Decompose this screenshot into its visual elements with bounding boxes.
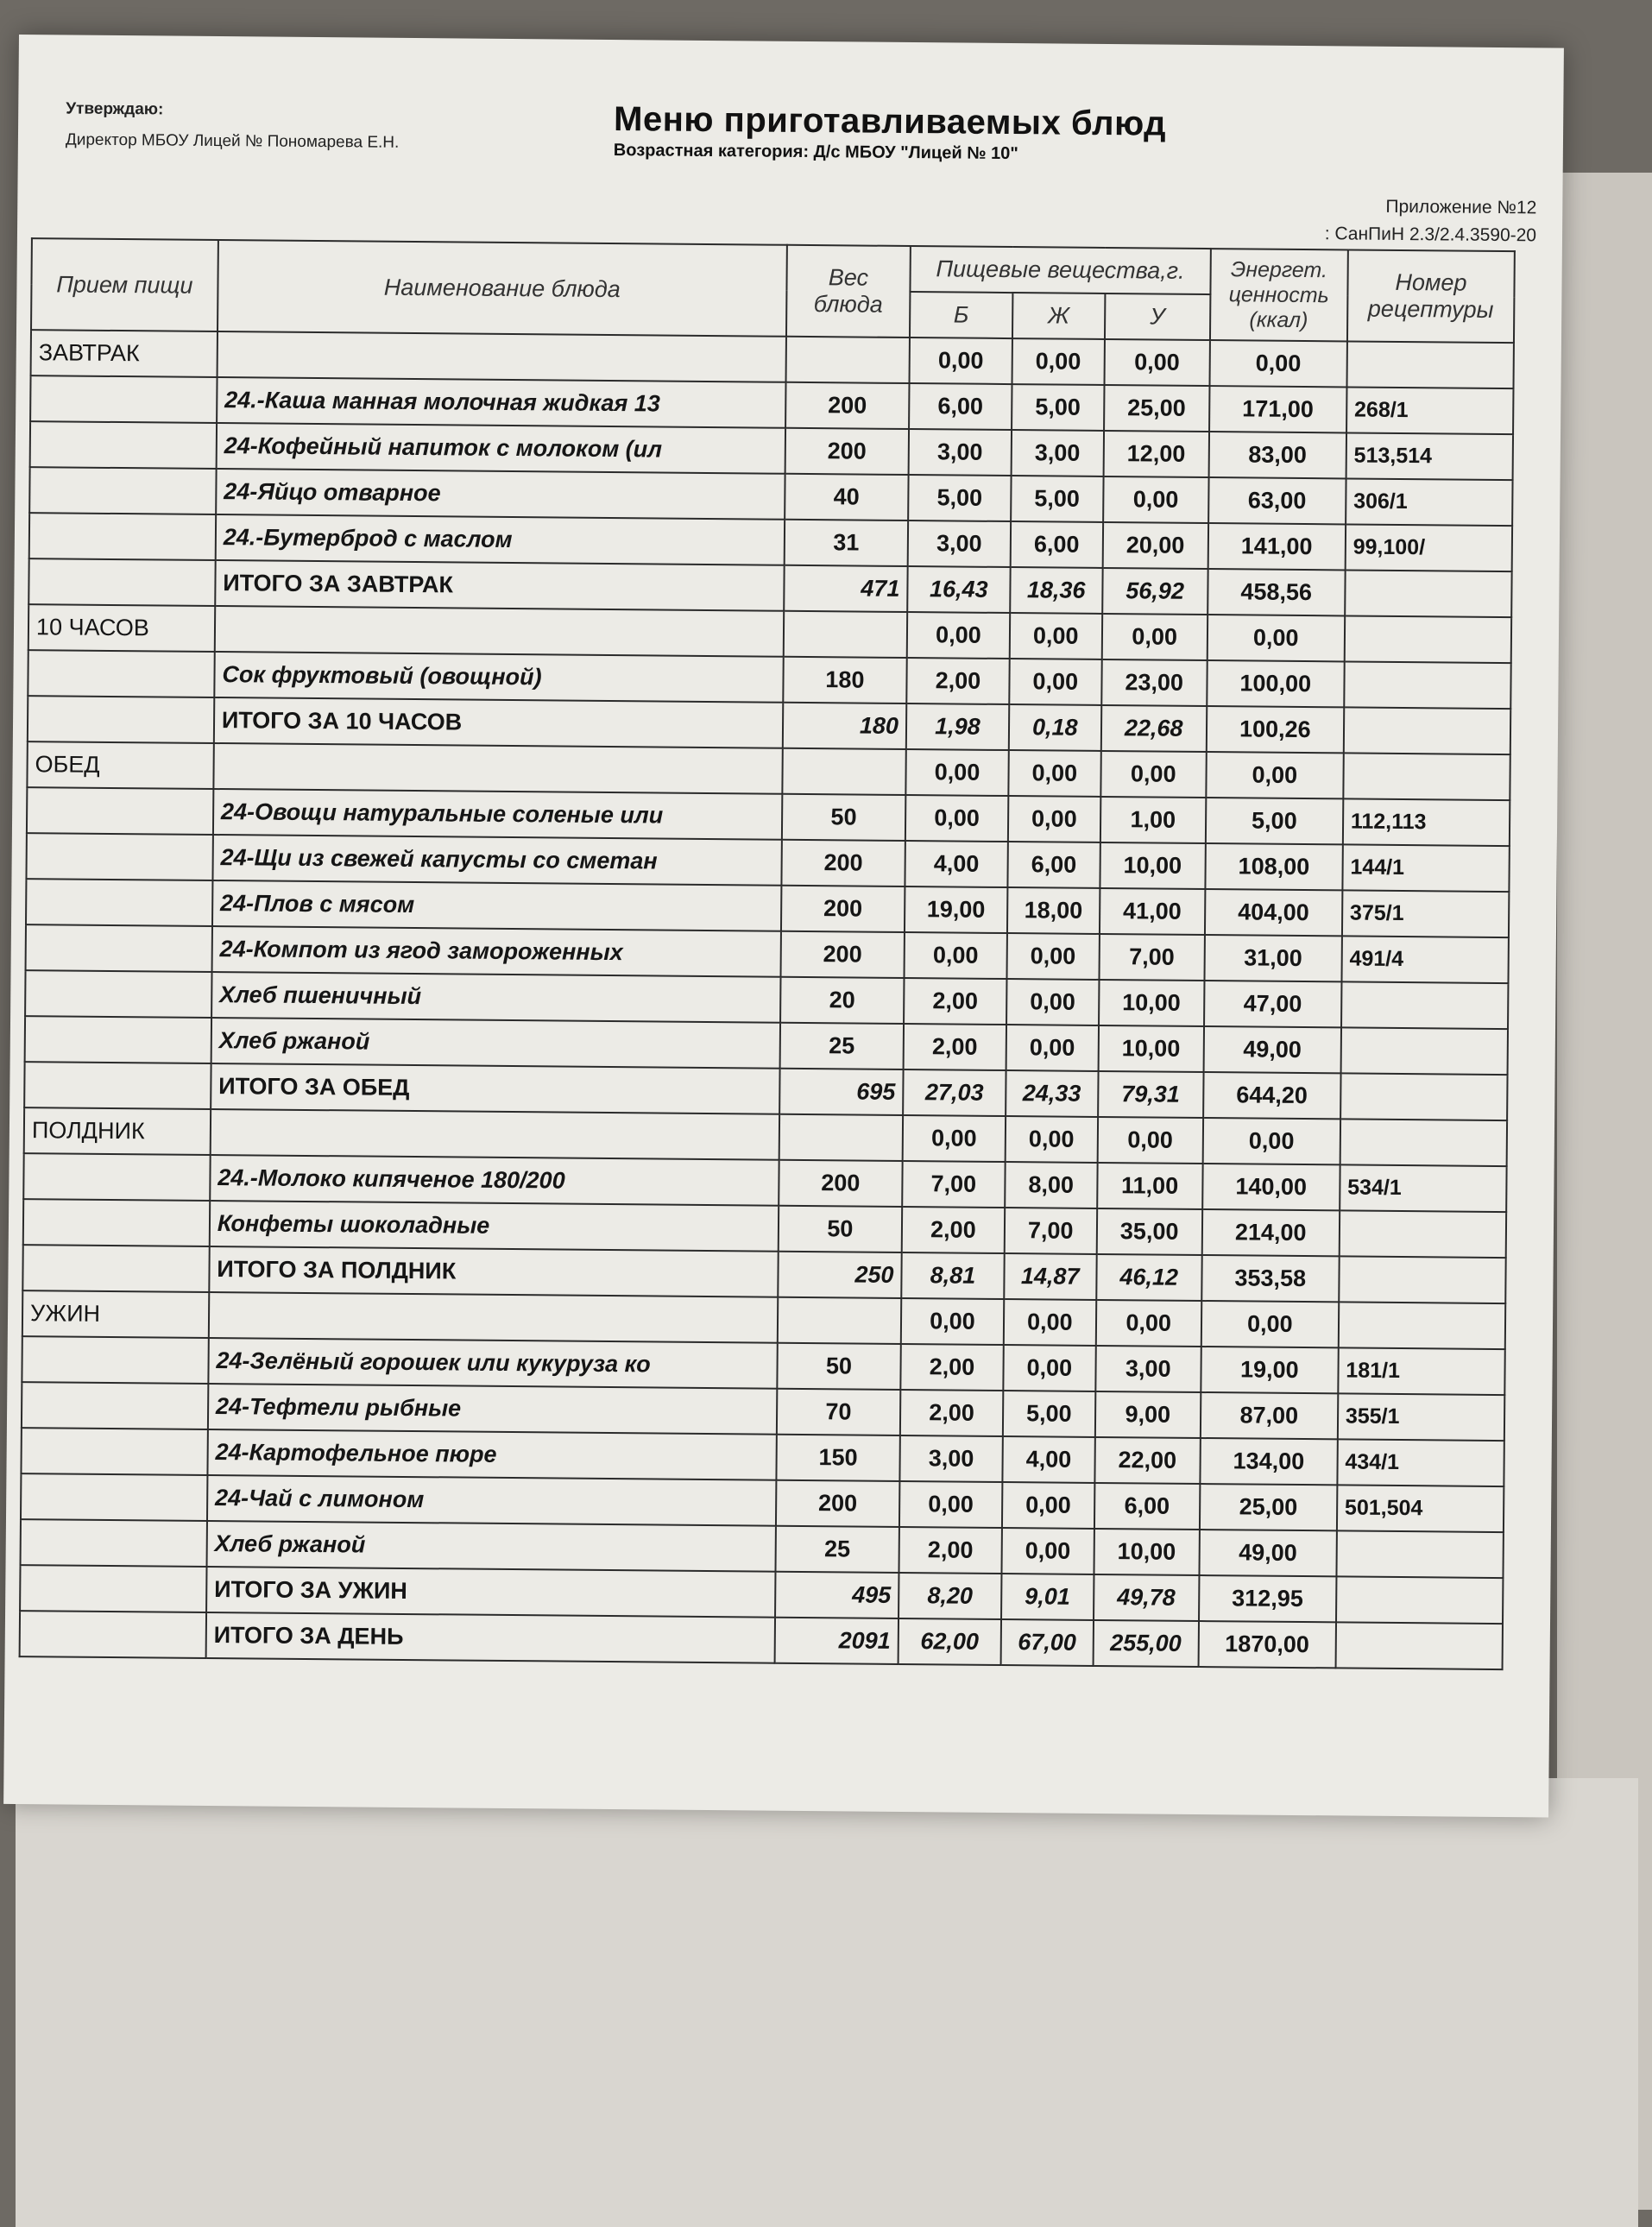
weight-cell: 70 bbox=[777, 1389, 901, 1435]
weight-cell: 31 bbox=[784, 520, 908, 566]
fat-cell: 0,00 bbox=[1012, 338, 1104, 385]
dish-name-cell: 24-Кофейный напиток с молоком (ил bbox=[216, 423, 785, 474]
meal-name-cell bbox=[24, 1062, 211, 1109]
meal-name-cell: ПОЛДНИК bbox=[24, 1107, 211, 1155]
protein-cell: 7,00 bbox=[902, 1161, 1005, 1208]
energy-cell: 87,00 bbox=[1201, 1392, 1339, 1439]
energy-cell: 0,00 bbox=[1206, 752, 1344, 798]
document-title: Меню приготавливаемых блюд bbox=[613, 100, 1167, 143]
energy-cell: 108,00 bbox=[1205, 843, 1343, 890]
recipe-cell bbox=[1345, 570, 1512, 617]
approval-block bbox=[66, 93, 400, 158]
protein-cell: 0,00 bbox=[905, 795, 1008, 842]
fat-cell: 14,87 bbox=[1004, 1253, 1096, 1300]
dish-name-cell: ИТОГО ЗА 10 ЧАСОВ bbox=[214, 697, 783, 748]
energy-cell: 214,00 bbox=[1201, 1209, 1340, 1256]
energy-cell: 5,00 bbox=[1206, 798, 1344, 844]
dish-name-cell bbox=[213, 743, 782, 794]
weight-cell bbox=[785, 337, 910, 383]
fat-cell: 0,00 bbox=[1006, 979, 1099, 1025]
energy-cell: 458,56 bbox=[1207, 569, 1346, 615]
dish-name-cell: 24-Чай с лимоном bbox=[207, 1475, 776, 1526]
weight-cell bbox=[784, 611, 908, 658]
carbs-cell: 0,00 bbox=[1101, 614, 1207, 660]
carbs-cell: 7,00 bbox=[1099, 934, 1205, 981]
carbs-cell: 11,00 bbox=[1097, 1163, 1203, 1209]
weight-cell: 180 bbox=[783, 703, 907, 749]
fat-cell: 8,00 bbox=[1005, 1162, 1097, 1208]
recipe-cell bbox=[1341, 981, 1509, 1029]
dish-name-cell: 24-Картофельное пюре bbox=[207, 1429, 776, 1480]
energy-cell: 49,00 bbox=[1203, 1026, 1341, 1073]
recipe-cell: 268/1 bbox=[1346, 387, 1514, 434]
dish-name-cell: Конфеты шоколадные bbox=[210, 1201, 779, 1252]
appendix-block bbox=[1325, 192, 1537, 249]
meal-name-cell bbox=[25, 1016, 211, 1063]
energy-cell: 140,00 bbox=[1202, 1164, 1340, 1210]
weight-cell: 200 bbox=[780, 931, 905, 978]
weight-cell: 20 bbox=[780, 977, 905, 1024]
energy-cell: 312,95 bbox=[1199, 1575, 1337, 1622]
dish-name-cell bbox=[211, 1109, 779, 1160]
recipe-cell bbox=[1336, 1530, 1504, 1578]
weight-cell: 50 bbox=[777, 1343, 901, 1390]
protein-cell: 6,00 bbox=[909, 383, 1012, 430]
meal-name-cell bbox=[29, 513, 216, 560]
fat-cell: 4,00 bbox=[1002, 1436, 1094, 1483]
dish-name-cell: 24-Плов с мясом bbox=[212, 880, 781, 931]
protein-cell: 0,00 bbox=[905, 749, 1008, 796]
weight-cell: 150 bbox=[776, 1435, 900, 1481]
energy-cell: 0,00 bbox=[1209, 340, 1347, 387]
energy-cell: 171,00 bbox=[1209, 386, 1347, 432]
weight-cell bbox=[782, 748, 906, 795]
protein-cell: 2,00 bbox=[904, 978, 1006, 1025]
meal-name-cell bbox=[23, 1153, 210, 1201]
protein-cell: 3,00 bbox=[909, 429, 1012, 476]
protein-cell: 2,00 bbox=[906, 658, 1009, 704]
menu-document bbox=[3, 35, 1564, 1818]
weight-cell bbox=[779, 1114, 903, 1161]
fat-cell: 0,00 bbox=[1008, 750, 1100, 797]
weight-cell: 2091 bbox=[774, 1618, 899, 1664]
protein-cell: 1,98 bbox=[906, 703, 1009, 750]
header-meal: Прием пищи bbox=[31, 238, 218, 331]
energy-cell: 63,00 bbox=[1208, 477, 1346, 524]
weight-cell: 25 bbox=[779, 1023, 904, 1069]
protein-cell: 2,00 bbox=[900, 1344, 1003, 1391]
meal-name-cell bbox=[23, 1199, 210, 1246]
carbs-cell: 0,00 bbox=[1104, 339, 1210, 386]
dish-name-cell: ИТОГО ЗА ЗАВТРАК bbox=[215, 560, 784, 611]
fat-cell: 0,18 bbox=[1009, 704, 1101, 751]
energy-cell: 353,58 bbox=[1201, 1255, 1340, 1302]
weight-cell: 25 bbox=[775, 1526, 899, 1573]
recipe-cell: 144/1 bbox=[1342, 844, 1510, 892]
director-line: Директор МБОУ Лицей № Пономарева Е.Н. bbox=[65, 130, 400, 152]
carbs-cell: 1,00 bbox=[1100, 797, 1207, 843]
meal-name-cell bbox=[21, 1519, 207, 1567]
recipe-cell bbox=[1345, 615, 1512, 663]
fat-cell: 0,00 bbox=[1002, 1482, 1094, 1529]
meal-name-cell bbox=[28, 558, 215, 606]
fat-cell: 0,00 bbox=[1010, 613, 1102, 659]
recipe-cell bbox=[1340, 1073, 1508, 1120]
fat-cell: 6,00 bbox=[1007, 842, 1100, 888]
energy-cell: 25,00 bbox=[1200, 1484, 1338, 1530]
carbs-cell: 10,00 bbox=[1100, 842, 1206, 889]
approve-label: Утверждаю: bbox=[66, 99, 164, 119]
dish-name-cell: 24-Овощи натуральные соленые или bbox=[213, 789, 782, 840]
fat-cell: 18,00 bbox=[1007, 887, 1100, 934]
fat-cell: 0,00 bbox=[1009, 659, 1101, 705]
protein-cell: 19,00 bbox=[905, 886, 1007, 933]
fat-cell: 5,00 bbox=[1011, 476, 1103, 522]
recipe-cell: 99,100/ bbox=[1345, 524, 1512, 571]
carbs-cell: 25,00 bbox=[1104, 385, 1210, 432]
protein-cell: 0,00 bbox=[899, 1481, 1002, 1528]
dish-name-cell: Хлеб пшеничный bbox=[211, 972, 780, 1023]
dish-name-cell: 24-Зелёный горошек или кукуруза ко bbox=[208, 1338, 777, 1389]
carbs-cell: 10,00 bbox=[1094, 1529, 1200, 1575]
dish-name-cell: ИТОГО ЗА ДЕНЬ bbox=[205, 1612, 774, 1663]
meal-name-cell bbox=[26, 879, 212, 926]
fat-cell: 3,00 bbox=[1011, 430, 1103, 476]
header-recipe-number: Номер рецептуры bbox=[1347, 249, 1515, 343]
fat-cell: 5,00 bbox=[1003, 1391, 1095, 1437]
protein-cell: 5,00 bbox=[908, 475, 1011, 521]
weight-cell: 200 bbox=[785, 382, 910, 429]
carbs-cell: 20,00 bbox=[1102, 522, 1208, 569]
sanpin-reference: : СанПиН 2.3/2.4.3590-20 bbox=[1324, 224, 1537, 246]
meal-name-cell: ОБЕД bbox=[27, 741, 213, 789]
energy-cell: 141,00 bbox=[1207, 523, 1346, 570]
fat-cell: 0,00 bbox=[1003, 1345, 1095, 1391]
meal-name-cell bbox=[29, 467, 216, 514]
fat-cell: 0,00 bbox=[1006, 933, 1099, 980]
meal-name-cell bbox=[20, 1565, 206, 1612]
weight-cell: 471 bbox=[784, 565, 908, 612]
carbs-cell: 22,68 bbox=[1100, 705, 1207, 752]
dish-name-cell bbox=[217, 331, 785, 382]
recipe-cell: 112,113 bbox=[1343, 798, 1510, 846]
fat-cell: 5,00 bbox=[1012, 384, 1104, 431]
protein-cell: 62,00 bbox=[899, 1618, 1001, 1665]
dish-name-cell: Хлеб ржаной bbox=[206, 1521, 775, 1572]
energy-cell: 49,00 bbox=[1199, 1530, 1337, 1576]
header-carbs: У bbox=[1105, 293, 1211, 340]
weight-cell: 180 bbox=[783, 657, 907, 703]
carbs-cell: 10,00 bbox=[1098, 1025, 1204, 1072]
fat-cell: 0,00 bbox=[1006, 1025, 1098, 1071]
protein-cell: 8,20 bbox=[899, 1573, 1001, 1619]
energy-cell: 0,00 bbox=[1202, 1118, 1340, 1164]
fat-cell: 18,36 bbox=[1010, 567, 1102, 614]
energy-cell: 100,26 bbox=[1207, 706, 1345, 753]
protein-cell: 16,43 bbox=[907, 566, 1010, 613]
protein-cell: 27,03 bbox=[903, 1069, 1006, 1116]
fat-cell: 24,33 bbox=[1006, 1070, 1098, 1117]
meal-name-cell bbox=[22, 1245, 209, 1292]
fat-cell: 9,01 bbox=[1001, 1574, 1094, 1620]
dish-name-cell: 24.-Каша манная молочная жидкая 13 bbox=[217, 377, 785, 428]
carbs-cell: 79,31 bbox=[1098, 1071, 1204, 1118]
dish-name-cell: Сок фруктовый (овощной) bbox=[214, 652, 783, 703]
menu-table-body bbox=[20, 330, 1514, 1669]
protein-cell: 8,81 bbox=[901, 1252, 1004, 1299]
meal-name-cell bbox=[30, 375, 217, 423]
weight-cell: 250 bbox=[778, 1252, 902, 1298]
header-dish-name: Наименование блюда bbox=[218, 240, 787, 337]
carbs-cell: 9,00 bbox=[1095, 1391, 1201, 1438]
meal-name-cell bbox=[28, 696, 214, 743]
appendix-number: Приложение №12 bbox=[1385, 196, 1537, 218]
paper-lower-area bbox=[16, 1778, 1638, 2227]
weight-cell: 200 bbox=[776, 1480, 900, 1527]
weight-cell: 200 bbox=[781, 840, 905, 886]
protein-cell: 0,00 bbox=[903, 1115, 1006, 1162]
meal-name-cell bbox=[21, 1473, 207, 1521]
title-block bbox=[614, 100, 1167, 166]
header-weight: Вес блюда bbox=[786, 245, 911, 338]
carbs-cell: 35,00 bbox=[1096, 1208, 1202, 1255]
header-fat: Ж bbox=[1012, 293, 1105, 339]
dish-name-cell bbox=[215, 606, 784, 657]
carbs-cell: 6,00 bbox=[1094, 1483, 1201, 1530]
protein-cell: 0,00 bbox=[909, 338, 1012, 384]
energy-cell: 47,00 bbox=[1204, 981, 1342, 1027]
meal-name-cell bbox=[27, 787, 213, 835]
carbs-cell: 12,00 bbox=[1103, 431, 1209, 477]
dish-name-cell: ИТОГО ЗА УЖИН bbox=[206, 1567, 775, 1618]
meal-name-cell bbox=[28, 650, 214, 697]
fat-cell: 6,00 bbox=[1011, 521, 1103, 568]
menu-table bbox=[19, 237, 1516, 1670]
dish-name-cell: ИТОГО ЗА ОБЕД bbox=[211, 1063, 779, 1114]
recipe-cell: 375/1 bbox=[1342, 890, 1510, 937]
weight-cell: 40 bbox=[785, 474, 909, 520]
header-nutrients: Пищевые вещества,г. bbox=[910, 246, 1210, 294]
fat-cell: 7,00 bbox=[1005, 1208, 1097, 1254]
meal-name-cell bbox=[21, 1428, 207, 1475]
age-category: Возрастная категория: Д/с МБОУ "Лицей № 10" bbox=[613, 141, 1018, 164]
meal-name-cell bbox=[22, 1382, 208, 1429]
carbs-cell: 23,00 bbox=[1101, 659, 1207, 706]
carbs-cell: 41,00 bbox=[1100, 888, 1206, 935]
weight-cell: 200 bbox=[785, 428, 909, 475]
recipe-cell: 181/1 bbox=[1338, 1347, 1505, 1395]
recipe-cell: 513,514 bbox=[1346, 432, 1513, 480]
recipe-cell bbox=[1344, 707, 1511, 754]
fat-cell: 0,00 bbox=[1001, 1528, 1094, 1574]
fat-cell: 0,00 bbox=[1008, 796, 1100, 842]
dish-name-cell: Хлеб ржаной bbox=[211, 1018, 779, 1069]
meal-name-cell: ЗАВТРАК bbox=[31, 330, 218, 377]
carbs-cell: 46,12 bbox=[1096, 1254, 1202, 1301]
energy-cell: 0,00 bbox=[1201, 1301, 1340, 1347]
weight-cell: 495 bbox=[775, 1572, 899, 1618]
dish-name-cell: 24-Тефтели рыбные bbox=[208, 1384, 777, 1435]
carbs-cell: 56,92 bbox=[1102, 568, 1208, 615]
dish-name-cell: 24.-Бутерброд с маслом bbox=[216, 514, 785, 565]
energy-cell: 404,00 bbox=[1205, 889, 1343, 936]
weight-cell: 50 bbox=[782, 794, 906, 841]
protein-cell: 3,00 bbox=[908, 520, 1011, 567]
energy-cell: 31,00 bbox=[1204, 935, 1342, 981]
carbs-cell: 0,00 bbox=[1097, 1117, 1203, 1164]
protein-cell: 2,00 bbox=[904, 1024, 1006, 1070]
recipe-cell: 434/1 bbox=[1337, 1439, 1504, 1486]
recipe-cell bbox=[1340, 1027, 1508, 1075]
weight-cell bbox=[778, 1297, 902, 1344]
meal-name-cell bbox=[25, 970, 211, 1018]
energy-cell: 134,00 bbox=[1200, 1438, 1338, 1485]
energy-cell: 1870,00 bbox=[1198, 1621, 1336, 1668]
recipe-cell bbox=[1340, 1210, 1507, 1258]
recipe-cell: 534/1 bbox=[1340, 1164, 1507, 1212]
recipe-cell bbox=[1340, 1119, 1507, 1166]
meal-name-cell: 10 ЧАСОВ bbox=[28, 604, 215, 652]
protein-cell: 2,00 bbox=[900, 1390, 1003, 1436]
recipe-cell bbox=[1344, 661, 1511, 709]
protein-cell: 2,00 bbox=[902, 1207, 1005, 1253]
carbs-cell: 0,00 bbox=[1103, 476, 1209, 523]
protein-cell: 0,00 bbox=[907, 612, 1010, 659]
energy-cell: 19,00 bbox=[1201, 1347, 1339, 1393]
meal-name-cell bbox=[22, 1336, 208, 1384]
carbs-cell: 22,00 bbox=[1094, 1437, 1201, 1484]
carbs-cell: 49,78 bbox=[1094, 1574, 1200, 1621]
dish-name-cell: ИТОГО ЗА ПОЛДНИК bbox=[209, 1246, 778, 1297]
weight-cell: 200 bbox=[779, 1160, 903, 1207]
meal-name-cell bbox=[30, 421, 217, 469]
meal-name-cell bbox=[26, 833, 212, 880]
energy-cell: 83,00 bbox=[1208, 432, 1346, 478]
dish-name-cell: 24-Яйцо отварное bbox=[216, 469, 785, 520]
carbs-cell: 10,00 bbox=[1099, 980, 1205, 1026]
meal-name-cell bbox=[20, 1611, 206, 1658]
recipe-cell bbox=[1336, 1576, 1504, 1624]
weight-cell: 200 bbox=[781, 886, 905, 932]
recipe-cell bbox=[1343, 753, 1510, 800]
dish-name-cell: 24.-Молоко кипяченое 180/200 bbox=[210, 1155, 779, 1206]
energy-cell: 644,20 bbox=[1203, 1072, 1341, 1119]
protein-cell: 2,00 bbox=[899, 1527, 1001, 1574]
protein-cell: 4,00 bbox=[905, 841, 1007, 887]
recipe-cell bbox=[1339, 1256, 1506, 1303]
fat-cell: 0,00 bbox=[1006, 1116, 1098, 1163]
recipe-cell bbox=[1346, 341, 1514, 388]
fat-cell: 0,00 bbox=[1004, 1299, 1096, 1346]
weight-cell: 50 bbox=[779, 1206, 903, 1252]
meal-name-cell: УЖИН bbox=[22, 1290, 209, 1338]
protein-cell: 0,00 bbox=[901, 1298, 1004, 1345]
dish-name-cell: 24-Компот из ягод замороженных bbox=[211, 926, 780, 977]
recipe-cell: 501,504 bbox=[1337, 1485, 1504, 1532]
energy-cell: 0,00 bbox=[1207, 615, 1345, 661]
carbs-cell: 0,00 bbox=[1100, 751, 1207, 798]
fat-cell: 67,00 bbox=[1000, 1619, 1093, 1666]
carbs-cell: 255,00 bbox=[1093, 1620, 1199, 1667]
carbs-cell: 3,00 bbox=[1095, 1346, 1201, 1392]
header-protein: Б bbox=[910, 292, 1012, 338]
recipe-cell: 491/4 bbox=[1341, 936, 1509, 983]
header-energy: Энергет. ценность (ккал) bbox=[1210, 249, 1348, 341]
recipe-cell bbox=[1339, 1302, 1506, 1349]
protein-cell: 3,00 bbox=[899, 1435, 1002, 1482]
meal-name-cell bbox=[26, 924, 212, 972]
weight-cell: 695 bbox=[779, 1069, 904, 1115]
dish-name-cell bbox=[209, 1292, 778, 1343]
dish-name-cell: 24-Щи из свежей капусты со сметан bbox=[212, 835, 781, 886]
recipe-cell: 306/1 bbox=[1346, 478, 1513, 526]
carbs-cell: 0,00 bbox=[1095, 1300, 1201, 1347]
recipe-cell bbox=[1335, 1622, 1503, 1669]
energy-cell: 100,00 bbox=[1207, 660, 1345, 707]
protein-cell: 0,00 bbox=[904, 932, 1006, 979]
recipe-cell: 355/1 bbox=[1338, 1393, 1505, 1441]
